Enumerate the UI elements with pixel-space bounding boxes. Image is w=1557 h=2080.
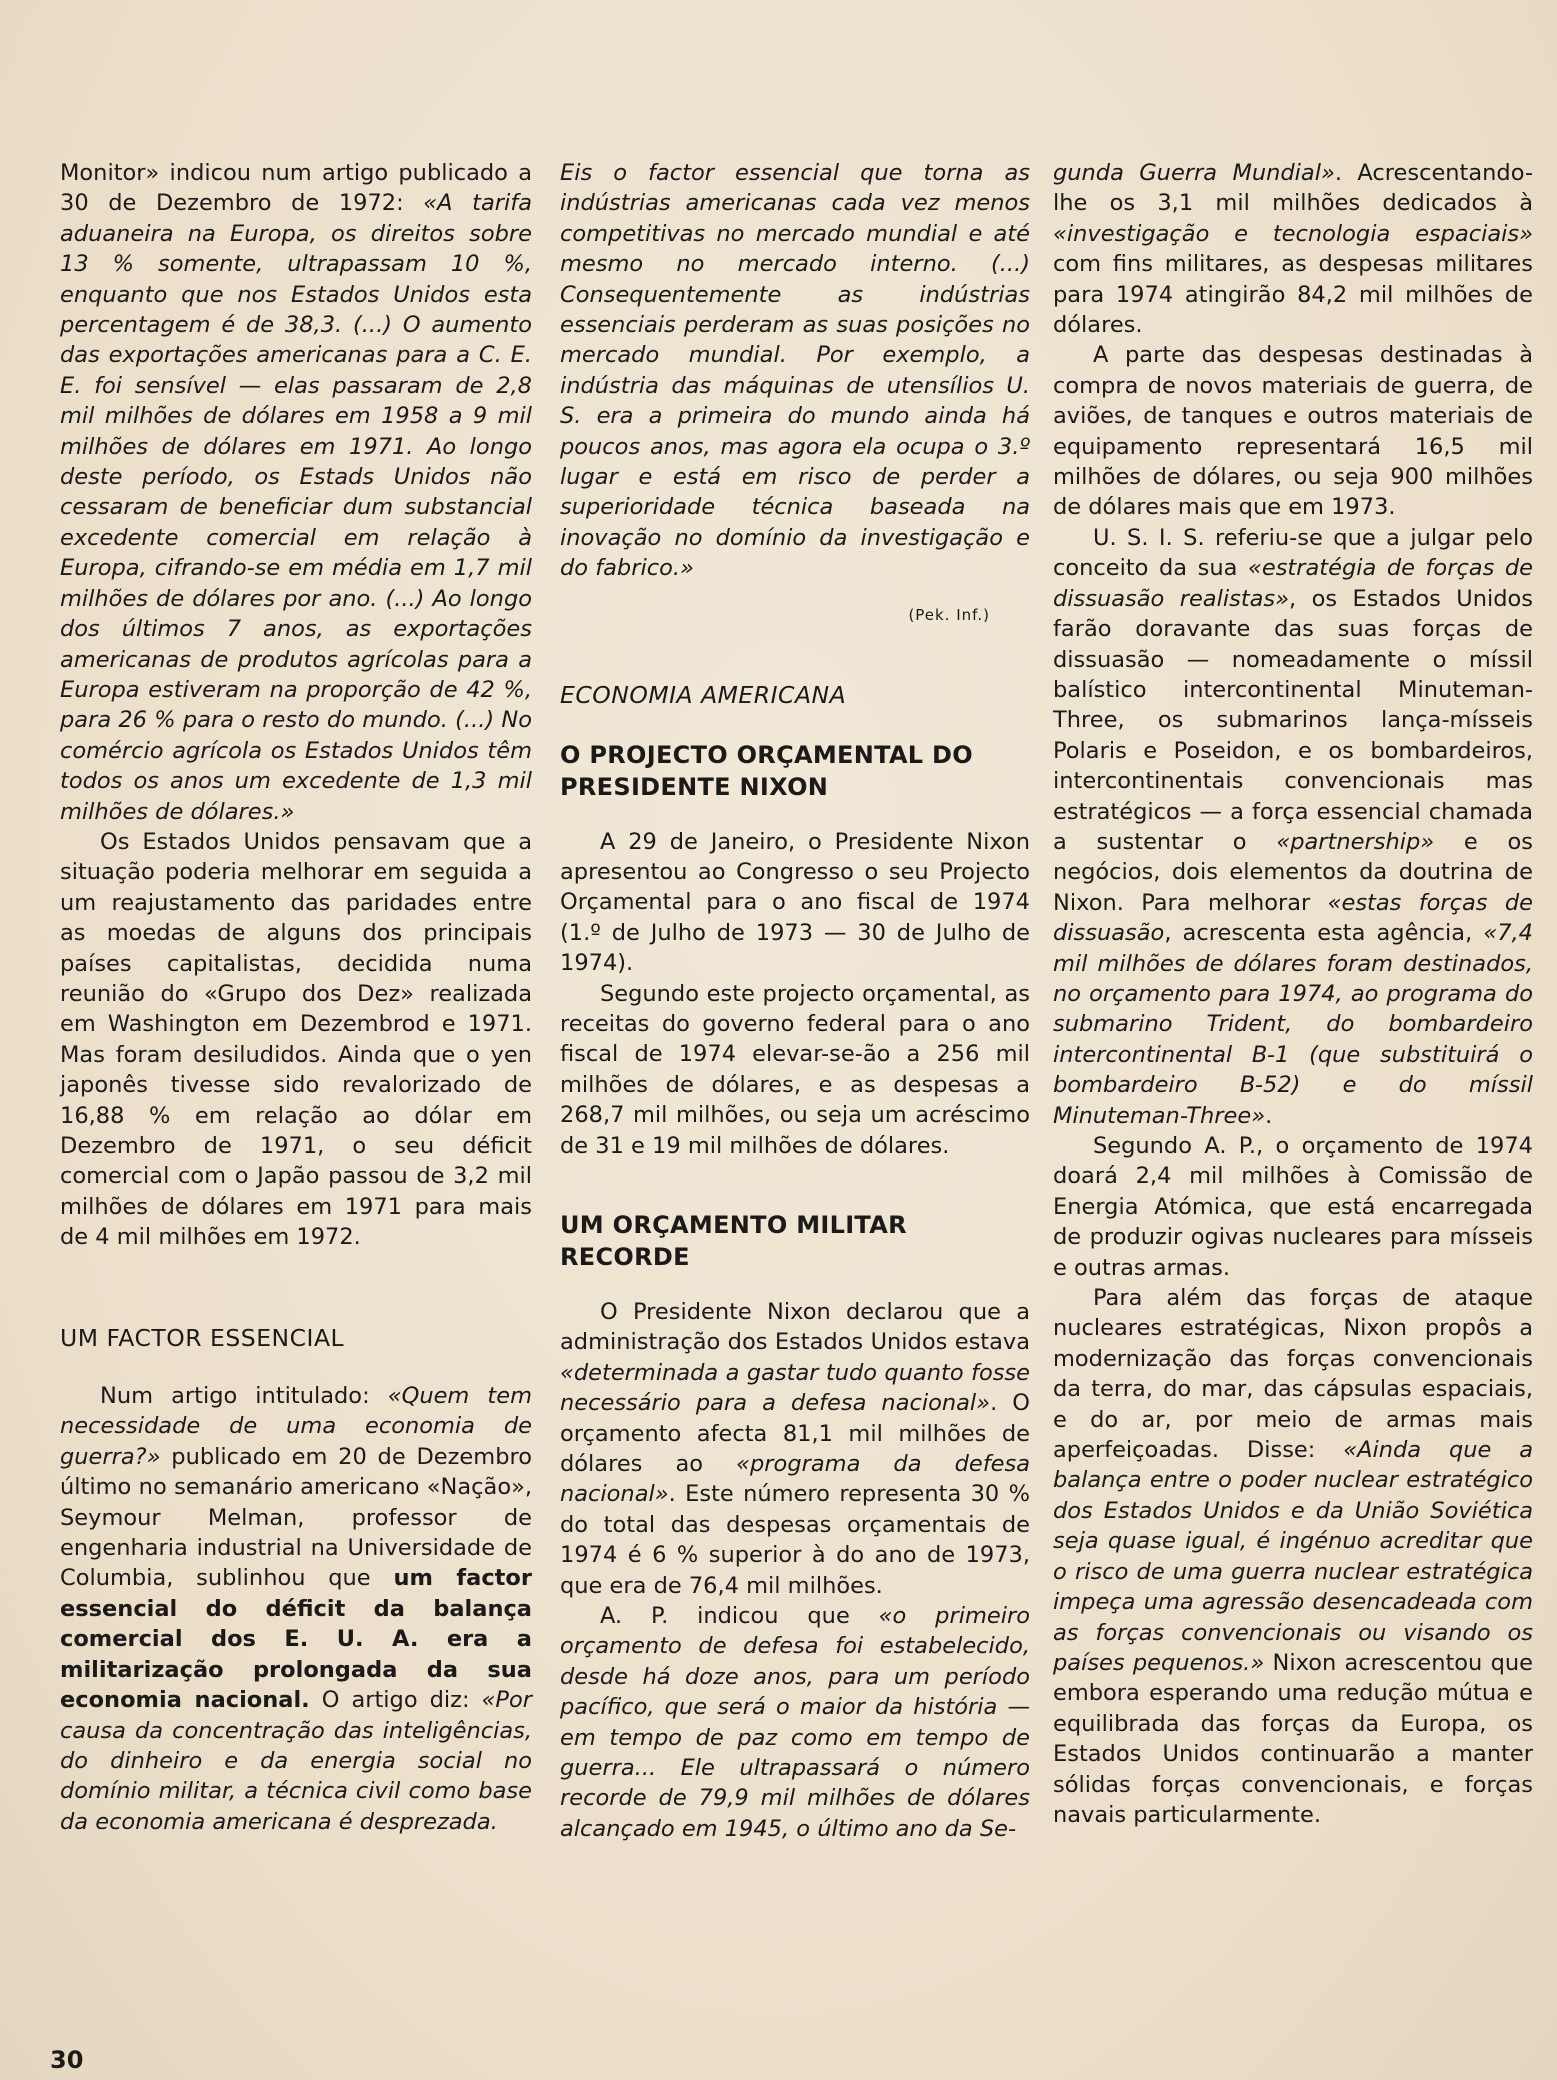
quote-text: «A tarifa aduaneira na Europa, os direitos sobre 13 % somente, ultrapassam 10 %, enquanto que nos Estados Unidos esta percentagem é de 38,3. (...) O aumento das exportações americanas para a C. E. E. foi sensível — elas passaram de 2,8 mil milhões de dólares em 1958 a 9 mil milhões de dólares em 1971. Ao longo deste período, os Estads Unidos não cessaram de beneficiar dum substancial excedente comercial em relação à Europa, cifrando-se em média em 1,7 mil milhões de dólares por ano. (...) Ao longo dos últimos 7 anos, as exportações americanas de produtos agrícolas para a Europa estiveram na proporção de 42 %, para 26 % para o resto do mundo. (...) No comércio agrícola os Estados Unidos têm todos os anos um excedente de 1,3 mil milhões de dólares.» — [60, 190, 532, 825]
paragraph — [1053, 523, 1533, 1131]
section-heading: UM FACTOR ESSENCIAL — [60, 1323, 345, 1352]
paragraph-text: com fins militares, as despesas militares para 1974 atingirão 84,2 mil milhões de dólares. — [1053, 251, 1533, 339]
paragraph-text: e os negócios, dois elementos da doutrina de Nixon. Para melhorar — [1053, 828, 1533, 916]
quote-paragraph: Eis o factor essencial que torna as indústrias americanas cada vez menos competitivas no mercado mundial e até mesmo no mercado interno. (...) Consequentemente as indústrias essenciais perderam as suas posições no mercado mundial. Por exemplo, a indústria das máquinas de utensílios U. S. era a primeira do mundo ainda há poucos anos, mas agora ela ocupa o 3.º lugar e está em risco de perder a superioridade técnica baseada na inovação no domínio da investigação e do fabrico.» — [560, 160, 1030, 582]
paragraph-text: O artigo diz: — [309, 1687, 482, 1714]
paragraph-text: Monitor» indicou num artigo publicado a 30 de Dezembro de 1972: — [60, 160, 532, 217]
paragraph: Segundo este projecto orçamental, as receitas do governo federal para o ano fiscal de 1974 elevar-se-ão a 256 mil milhões de dólares, e as despesas a 268,7 mil milhões, ou seja um acréscimo de 31 e 19 mil milhões de dólares. — [560, 980, 1030, 1159]
paragraph-text: publicado em 20 de Dezembro último no semanário americano «Nação», Seymour Melman, professor de engenharia industrial na Universidade de Columbia, sublinhou que — [60, 1443, 532, 1592]
paragraph-text: , os Estados Unidos farão doravante das suas forças de dissuasão — nomeadamente o míssil balístico intercontinental Minuteman-Three, os submarinos lança-mísseis Polaris e Poseidon, e os bombardeiros, intercontinentais convencionais mas estratégicos — a força essencial chamada a sustentar o — [1053, 585, 1533, 855]
quote-text: «Ainda que a balança entre o poder nuclear estratégico dos Estados Unidos e da União Soviética seja quase igual, é ingénuo acreditar que o risco de uma guerra nuclear estratégica impeça uma agressão desencadeada com as forças convencionais ou visando os países pequenos.» — [1053, 1437, 1534, 1676]
paragraph: A parte das despesas destinadas à compra de novos materiais de guerra, de aviões, de tanques e outros materiais de equipamento representará 16,5 mil milhões de dólares, ou seja 900 milhões de dólares mais que em 1973. — [1053, 342, 1533, 521]
paragraph-text: Para além das forças de ataque nucleares estratégicas, Nixon propôs a modernização das forças convencionais da terra, do mar, das cápsulas espaciais, e do ar, por meio de armas mais aperfeiçoadas. Disse: — [1053, 1285, 1533, 1464]
source-credit: (Pek. Inf.) — [908, 605, 990, 624]
paragraph-text: . — [1265, 1102, 1273, 1129]
paragraph-text: . Acrescentando-lhe os 3,1 mil milhões dedicados à — [1053, 160, 1534, 217]
quote-text: «7,4 mil milhões de dólares foram destinados, no orçamento para 1974, ao programa do submarino Trident, do bombardeiro intercontinental B-1 (que substituirá o bombardeiro B-52) e do míssil Minuteman-Three» — [1053, 920, 1533, 1129]
paragraph-text: A. P. indicou que — [600, 1603, 879, 1630]
quote-text: gunda Guerra Mundial» — [1053, 160, 1335, 186]
paragraph-text: . O orçamento afecta 81,1 mil milhões de dólares ao — [560, 1390, 1031, 1477]
paragraph: A 29 de Janeiro, o Presidente Nixon apresentou ao Congresso o seu Projecto Orçamental para o ano fiscal de 1974 (1.º de Julho de 1973 — 30 de Julho de 1974). — [560, 828, 1030, 977]
section-heading: ECONOMIA AMERICANA — [560, 681, 847, 710]
column-2 — [560, 158, 1030, 1844]
paragraph-text: Num artigo intitulado: — [100, 1383, 388, 1410]
quote-text: «investigação e tecnologia espaciais» — [1053, 220, 1533, 247]
paragraph-text: O Presidente Nixon declarou que a administração dos Estados Unidos estava — [560, 1298, 1030, 1356]
quote-text: «programa da defesa nacional» — [560, 1451, 1030, 1508]
bold-emphasis: um factor essencial do déficit da balança comercial dos E. U. A. era a militarização prolongada da sua economia nacional. — [60, 1565, 532, 1714]
paragraph-text: , acrescenta esta agência, — [1164, 920, 1484, 947]
paragraph-text: Nixon acrescentou que embora esperando uma redução mútua e equilibrada das forças da Europa, os Estados Unidos continuarão a manter sólidas forças convencionais, e forças navais particularmente. — [1053, 1649, 1533, 1828]
paragraph — [60, 158, 532, 827]
page-number: 30 — [50, 2046, 84, 2074]
quote-text: «partnership» — [1276, 828, 1435, 855]
article-title-quote: «Quem tem necessidade de uma economia de guerra?» — [60, 1383, 532, 1470]
quote-text: «Por causa da concentração das inteligências, do dinheiro e da energia social no domínio militar, a técnica civil como base da economia americana é desprezada. — [60, 1687, 533, 1835]
column-3 — [1053, 158, 1533, 1830]
paragraph — [560, 1297, 1030, 1601]
paragraph — [1053, 158, 1533, 340]
quote-text: «determinada a gastar tudo quanto fosse necessário para a defesa nacional» — [560, 1359, 1030, 1417]
paragraph: Os Estados Unidos pensavam que a situação poderia melhorar em seguida a um reajustamento das paridades entre as moedas de alguns dos principais países capitalistas, decidida numa reunião do «Grupo dos Dez» realizada em Washington em Dezembrod e 1971. Mas foram desiludidos. Ainda que o yen japonês tivesse sido revalorizado de 16,88 % em relação ao dólar em Dezembro de 1971, o seu déficit comercial com o Japão passou de 3,2 mil milhões de dólares em 1971 para mais de 4 mil milhões em 1972. — [60, 828, 532, 1251]
paragraph — [60, 1381, 532, 1837]
article-title: UM ORÇAMENTO MILITAR RECORDE — [560, 1210, 907, 1271]
paragraph: Segundo A. P., o orçamento de 1974 doará 2,4 mil milhões à Comissão de Energia Atómica, que está encarregada de produzir ogivas nucleares para mísseis e outras armas. — [1053, 1133, 1533, 1281]
paragraph-text: U. S. I. S. referiu-se que a julgar pelo conceito da sua — [1053, 524, 1533, 582]
quote-text: «o primeiro orçamento de defesa foi estabelecido, desde há doze anos, para um período pacífico, que será o maior da história — em tempo de paz como em tempo de guerra... Ele ultrapassará o número recorde de 79,9 mil milhões de dólares alcançado em 1945, o último ano da Se- — [560, 1603, 1030, 1842]
quote-text: «estas forças de dissuasão — [1053, 889, 1533, 947]
quote-text: «estratégia de forças de dissuasão realistas» — [1053, 555, 1534, 612]
paragraph — [560, 1601, 1030, 1844]
column-1 — [60, 158, 532, 1837]
paragraph — [1053, 1283, 1533, 1830]
article-title: O PROJECTO ORÇAMENTAL DO PRESIDENTE NIXON — [560, 740, 973, 801]
paragraph-text: . Este número representa 30 % do total das despesas orçamentais de 1974 é 6 % superior à do ano de 1973, que era de 76,4 mil milhões. — [560, 1481, 1030, 1599]
